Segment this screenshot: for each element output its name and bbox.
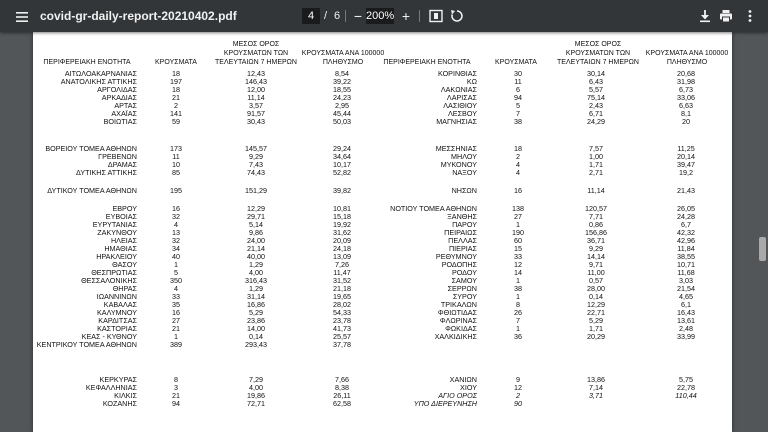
table-row-region: ΠΕΛΛΑΣ: [448, 236, 477, 245]
table-row-cases: 18: [514, 144, 522, 153]
table-row-per100k: 31,52: [333, 276, 351, 285]
table-row-avg7: 30,14: [587, 69, 605, 78]
table-row-region: ΔΡΑΜΑΣ: [107, 160, 137, 169]
table-row-region: ΘΗΡΑΣ: [112, 284, 137, 293]
table-row-cases: 14: [514, 268, 522, 277]
table-row-region: ΚΑΛΥΜΝΟΥ: [97, 308, 137, 317]
table-row-per100k: 42,32: [677, 228, 695, 237]
table-row-cases: 36: [514, 332, 522, 341]
table-row-region: ΛΑΡΙΣΑΣ: [446, 93, 477, 102]
table-row-per100k: 21,54: [677, 284, 695, 293]
table-row-per100k: 26,11: [333, 391, 351, 400]
table-row-avg7: 29,71: [247, 212, 265, 221]
table-row-region: ΜΥΚΟΝΟΥ: [440, 160, 477, 169]
table-row-region: ΡΕΘΥΜΝΟΥ: [435, 252, 477, 261]
table-row-avg7: 91,57: [247, 109, 265, 118]
table-row-cases: 138: [512, 204, 524, 213]
table-row-avg7: 7,29: [249, 375, 263, 384]
table-row-avg7: 36,71: [587, 236, 605, 245]
table-row-cases: 12: [514, 383, 522, 392]
table-row-cases: 2: [516, 152, 520, 161]
table-row-per100k: 24,23: [333, 93, 351, 102]
table-row-cases: 6: [516, 85, 520, 94]
table-row-region: ΧΑΛΚΙΔΙΚΗΣ: [434, 332, 477, 341]
table-row-region: ΚΕΦΑΛΛΗΝΙΑΣ: [85, 383, 137, 392]
table-row-cases: 21: [172, 391, 180, 400]
table-row-avg7: 24,00: [247, 236, 265, 245]
table-row-avg7: 12,29: [247, 204, 265, 213]
table-row-avg7: 5,57: [589, 85, 603, 94]
table-row-cases: 190: [512, 228, 524, 237]
header-avg-left-3: ΤΕΛΕΥΤΑΙΩΝ 7 ΗΜΕΡΩΝ: [215, 59, 297, 66]
table-row-region: ΣΑΜΟΥ: [451, 276, 477, 285]
table-row-per100k: 5,75: [679, 375, 693, 384]
table-row-region: ΛΑΣΙΘΙΟΥ: [443, 101, 477, 110]
toolbar-divider: [419, 10, 420, 22]
table-row-cases: 197: [170, 77, 182, 86]
table-row-region: ΗΡΑΚΛΕΙΟΥ: [96, 252, 137, 261]
table-row-region: ΛΑΚΩΝΙΑΣ: [440, 85, 477, 94]
table-row-avg7: 1,29: [249, 260, 263, 269]
table-row-per100k: 8,54: [335, 69, 349, 78]
table-row-per100k: 19,65: [333, 292, 351, 301]
table-row-region: ΧΑΝΙΩΝ: [449, 375, 477, 384]
table-row-region: ΔΥΤΙΚΟΥ ΤΟΜΕΑ ΑΘΗΝΩΝ: [47, 186, 137, 195]
table-row-avg7: 12,29: [587, 300, 605, 309]
table-row-per100k: 54,33: [333, 308, 351, 317]
download-icon[interactable]: [697, 8, 713, 24]
table-row-region: ΕΒΡΟΥ: [112, 204, 137, 213]
table-row-per100k: 6,63: [679, 101, 693, 110]
table-row-avg7: 6,71: [589, 109, 603, 118]
table-row-cases: 40: [172, 252, 180, 261]
pdf-page: [33, 32, 732, 432]
table-row-avg7: 11,14: [587, 186, 605, 195]
table-row-per100k: 20: [682, 117, 690, 126]
table-row-avg7: 0,57: [589, 276, 603, 285]
table-row-per100k: 41,73: [333, 324, 351, 333]
table-row-cases: 33: [172, 292, 180, 301]
table-row-avg7: 13,86: [587, 375, 605, 384]
rotate-icon[interactable]: [449, 8, 465, 24]
more-options-icon[interactable]: [742, 8, 758, 24]
table-row-per100k: 31,98: [677, 77, 695, 86]
table-row-avg7: 156,86: [585, 228, 607, 237]
table-row-avg7: 9,29: [249, 152, 263, 161]
table-row-region: ΘΕΣΠΡΩΤΙΑΣ: [91, 268, 137, 277]
table-row-cases: 13: [172, 228, 180, 237]
table-row-per100k: 26,05: [677, 204, 695, 213]
table-row-region: ΚΑΣΤΟΡΙΑΣ: [97, 324, 137, 333]
table-row-cases: 141: [170, 109, 182, 118]
table-row-avg7: 3,71: [589, 391, 603, 400]
table-row-per100k: 7,66: [335, 375, 349, 384]
table-row-per100k: 6,7: [681, 220, 691, 229]
table-row-avg7: 9,71: [589, 260, 603, 269]
table-row-avg7: 7,14: [589, 383, 603, 392]
table-row-per100k: 11,47: [333, 268, 351, 277]
table-row-avg7: 20,29: [587, 332, 605, 341]
table-row-cases: 2: [174, 101, 178, 110]
table-row-region: ΣΥΡΟΥ: [452, 292, 477, 301]
table-row-region: ΝΟΤΙΟΥ ΤΟΜΕΑ ΑΘΗΝΩΝ: [390, 204, 477, 213]
table-row-region: ΕΥΒΟΙΑΣ: [105, 212, 137, 221]
table-row-avg7: 74,43: [247, 168, 265, 177]
table-row-per100k: 50,03: [333, 117, 351, 126]
header-avg-left-1: ΜΕΣΟΣ ΟΡΟΣ: [232, 41, 280, 48]
table-row-cases: 18: [172, 85, 180, 94]
table-row-per100k: 6,1: [681, 300, 691, 309]
table-row-region: ΜΗΛΟΥ: [451, 152, 477, 161]
table-row-region: ΗΛΕΙΑΣ: [110, 236, 137, 245]
header-cases-left: ΚΡΟΥΣΜΑΤΑ: [155, 59, 197, 66]
table-row-region: ΝΗΣΩΝ: [451, 186, 477, 195]
table-row-per100k: 13,09: [333, 252, 351, 261]
table-row-per100k: 24,28: [677, 212, 695, 221]
table-row-per100k: 45,44: [333, 109, 351, 118]
table-row-cases: 16: [514, 186, 522, 195]
table-row-cases: 21: [172, 324, 180, 333]
table-row-avg7: 0,14: [589, 292, 603, 301]
toolbar-divider: [345, 10, 346, 22]
table-row-per100k: 11,68: [677, 268, 695, 277]
table-row-cases: 8: [174, 375, 178, 384]
table-row-cases: 90: [514, 399, 522, 408]
table-row-region: ΚΕΝΤΡΙΚΟΥ ΤΟΜΕΑ ΑΘΗΝΩΝ: [36, 340, 137, 349]
table-row-region: ΔΥΤΙΚΗΣ ΑΤΤΙΚΗΣ: [76, 168, 137, 177]
table-row-per100k: 19,92: [333, 220, 351, 229]
table-row-avg7: 7,71: [589, 212, 603, 221]
table-row-region: ΦΩΚΙΔΑΣ: [445, 324, 477, 333]
table-row-region: ΝΑΞΟΥ: [452, 168, 477, 177]
table-row-per100k: 33,06: [677, 93, 695, 102]
table-row-region: ΞΑΝΘΗΣ: [447, 212, 477, 221]
table-row-avg7: 11,14: [247, 93, 265, 102]
table-row-avg7: 31,14: [247, 292, 265, 301]
table-row-per100k: 20,09: [333, 236, 351, 245]
table-row-region: ΑΡΚΑΔΙΑΣ: [101, 93, 137, 102]
table-row-cases: 38: [514, 284, 522, 293]
table-row-avg7: 19,86: [247, 391, 265, 400]
table-row-cases: 8: [516, 300, 520, 309]
table-row-region: ΒΟΙΩΤΙΑΣ: [103, 117, 137, 126]
table-row-per100k: 42,96: [677, 236, 695, 245]
table-row-cases: 94: [514, 93, 522, 102]
table-row-per100k: 6,73: [679, 85, 693, 94]
table-row-per100k: 62,58: [333, 399, 351, 408]
table-row-cases: 5: [174, 268, 178, 277]
table-row-avg7: 2,43: [589, 101, 603, 110]
menu-icon[interactable]: [14, 9, 30, 25]
table-row-avg7: 2,71: [589, 168, 603, 177]
table-row-region: ΛΕΣΒΟΥ: [448, 109, 477, 118]
table-row-region: ΤΡΙΚΑΛΩΝ: [440, 300, 477, 309]
table-row-avg7: 7,57: [589, 144, 603, 153]
table-row-cases: 32: [172, 212, 180, 221]
table-row-avg7: 293,43: [245, 340, 267, 349]
table-row-avg7: 21,14: [247, 244, 265, 253]
table-row-per100k: 23,78: [333, 316, 351, 325]
table-row-region: ΦΛΩΡΙΝΑΣ: [439, 316, 477, 325]
pdf-toolbar: [0, 0, 768, 32]
table-row-per100k: 110,44: [675, 391, 697, 400]
table-row-avg7: 24,29: [587, 117, 605, 126]
table-row-avg7: 1,00: [589, 152, 603, 161]
table-row-avg7: 151,29: [245, 186, 267, 195]
table-row-region: ΚΕΡΚΥΡΑΣ: [99, 375, 137, 384]
table-row-per100k: 28,02: [333, 300, 351, 309]
table-row-cases: 60: [514, 236, 522, 245]
table-row-per100k: 11,25: [677, 144, 695, 153]
table-row-region: ΠΕΙΡΑΙΩΣ: [444, 228, 477, 237]
table-row-avg7: 5,14: [249, 220, 263, 229]
table-row-cases: 350: [170, 276, 182, 285]
table-row-region: ΦΘΙΩΤΙΔΑΣ: [437, 308, 477, 317]
table-row-avg7: 28,00: [587, 284, 605, 293]
table-row-avg7: 16,86: [247, 300, 265, 309]
table-row-cases: 38: [514, 117, 522, 126]
table-row-per100k: 52,82: [333, 168, 351, 177]
table-row-region: ΜΕΣΣΗΝΙΑΣ: [435, 144, 477, 153]
table-row-avg7: 146,43: [245, 77, 267, 86]
table-row-cases: 1: [516, 324, 520, 333]
table-row-region: ΓΡΕΒΕΝΩΝ: [98, 152, 137, 161]
table-row-per100k: 8,38: [335, 383, 349, 392]
table-row-cases: 1: [516, 292, 520, 301]
table-row-avg7: 3,57: [249, 101, 263, 110]
header-per100k-left-1: ΚΡΟΥΣΜΑΤΑ ΑΝΑ 100000: [301, 50, 385, 57]
table-row-cases: 4: [174, 284, 178, 293]
table-row-avg7: 12,00: [247, 85, 265, 94]
table-row-avg7: 6,43: [589, 77, 603, 86]
table-row-cases: 1: [174, 260, 178, 269]
table-row-cases: 10: [172, 160, 180, 169]
table-row-per100k: 4,65: [679, 292, 693, 301]
table-row-cases: 1: [516, 220, 520, 229]
header-avg-right-1: ΜΕΣΟΣ ΟΡΟΣ: [574, 41, 622, 48]
table-row-avg7: 23,86: [247, 316, 265, 325]
table-row-cases: 21: [172, 93, 180, 102]
table-row-per100k: 21,43: [677, 186, 695, 195]
table-row-region: ΚΕΑΣ - ΚΥΘΝΟΥ: [81, 332, 137, 341]
table-row-per100k: 10,71: [677, 260, 695, 269]
page-total: 6: [334, 10, 341, 22]
table-row-region: ΚΟΖΑΝΗΣ: [102, 399, 137, 408]
table-row-region: ΕΥΡΥΤΑΝΙΑΣ: [92, 220, 137, 229]
table-row-cases: 18: [172, 69, 180, 78]
table-row-cases: 59: [172, 117, 180, 126]
table-row-per100k: 20,14: [677, 152, 695, 161]
table-row-region: ΚΟΡΙΝΘΙΑΣ: [438, 69, 477, 78]
table-row-per100k: 8,1: [681, 109, 691, 118]
fit-to-page-icon[interactable]: [428, 8, 444, 24]
table-row-cases: 27: [172, 316, 180, 325]
table-row-cases: 35: [172, 300, 180, 309]
header-region-right: ΠΕΡΙΦΕΡΕΙΑΚΗ ΕΝΟΤΗΤΑ: [383, 59, 471, 66]
table-row-per100k: 19,2: [679, 168, 693, 177]
header-cases-right: ΚΡΟΥΣΜΑΤΑ: [495, 59, 537, 66]
table-row-cases: 27: [514, 212, 522, 221]
table-row-region: ΒΟΡΕΙΟΥ ΤΟΜΕΑ ΑΘΗΝΩΝ: [45, 144, 137, 153]
table-row-cases: 11: [514, 77, 522, 86]
table-row-region: ΘΕΣΣΑΛΟΝΙΚΗΣ: [81, 276, 137, 285]
table-row-per100k: 16,43: [677, 308, 695, 317]
header-avg-right-2: ΚΡΟΥΣΜΑΤΩΝ ΤΩΝ: [565, 50, 631, 57]
table-row-avg7: 0,14: [249, 332, 263, 341]
table-row-region: ΑΧΑΪΑΣ: [111, 109, 137, 118]
header-avg-left-2: ΚΡΟΥΣΜΑΤΩΝ ΤΩΝ: [223, 50, 289, 57]
table-row-per100k: 31,62: [333, 228, 351, 237]
table-row-avg7: 1,71: [589, 324, 603, 333]
table-row-avg7: 4,00: [249, 383, 263, 392]
table-row-cases: 85: [172, 168, 180, 177]
scrollbar-thumb[interactable]: [759, 237, 766, 261]
table-row-cases: 16: [172, 204, 180, 213]
table-row-cases: 9: [516, 375, 520, 384]
table-row-avg7: 316,43: [245, 276, 267, 285]
table-row-avg7: 5,29: [589, 316, 603, 325]
table-row-avg7: 22,71: [587, 308, 605, 317]
table-row-per100k: 38,55: [677, 252, 695, 261]
header-per100k-left-2: ΠΛΗΘΥΣΜΟ: [322, 59, 364, 66]
table-row-region: ΘΑΣΟΥ: [112, 260, 137, 269]
table-row-avg7: 1,71: [589, 160, 603, 169]
table-row-avg7: 0,86: [589, 220, 603, 229]
table-row-avg7: 75,14: [587, 93, 605, 102]
table-row-cases: 1: [516, 276, 520, 285]
table-row-per100k: 15,18: [333, 212, 351, 221]
table-row-avg7: 145,57: [245, 144, 267, 153]
table-row-per100k: 33,99: [677, 332, 695, 341]
header-avg-right-3: ΤΕΛΕΥΤΑΙΩΝ 7 ΗΜΕΡΩΝ: [557, 59, 639, 66]
table-row-cases: 5: [516, 101, 520, 110]
table-row-region: ΑΝΑΤΟΛΙΚΗΣ ΑΤΤΙΚΗΣ: [60, 77, 137, 86]
table-row-cases: 1: [174, 332, 178, 341]
table-row-region: ΚΙΛΚΙΣ: [114, 391, 137, 400]
table-row-per100k: 10,17: [333, 160, 351, 169]
table-row-region: ΚΑΡΔΙΤΣΑΣ: [98, 316, 137, 325]
table-row-region: ΡΟΔΟΥ: [451, 268, 477, 277]
table-row-avg7: 14,00: [247, 324, 265, 333]
table-row-avg7: 1,29: [249, 284, 263, 293]
table-row-region: ΑΓΙΟ ΟΡΟΣ: [438, 391, 477, 400]
page-separator: /: [324, 10, 328, 22]
table-row-cases: 33: [514, 252, 522, 261]
table-row-avg7: 30,43: [247, 117, 265, 126]
table-row-region: ΗΜΑΘΙΑΣ: [104, 244, 137, 253]
scrollbar[interactable]: [757, 32, 768, 432]
table-row-avg7: 120,57: [585, 204, 607, 213]
table-row-cases: 15: [514, 244, 522, 253]
table-row-avg7: 14,14: [587, 252, 605, 261]
table-row-region: ΧΙΟΥ: [460, 383, 477, 392]
table-row-avg7: 7,43: [249, 160, 263, 169]
table-row-cases: 32: [172, 236, 180, 245]
table-row-per100k: 39,22: [333, 77, 351, 86]
table-row-region: ΑΙΤΩΛΟΑΚΑΡΝΑΝΙΑΣ: [64, 69, 137, 78]
zoom-out-button[interactable]: −: [353, 8, 363, 24]
table-row-avg7: 4,00: [249, 268, 263, 277]
table-row-cases: 4: [516, 160, 520, 169]
table-row-per100k: 20,68: [677, 69, 695, 78]
table-row-per100k: 34,64: [333, 152, 351, 161]
table-row-avg7: 9,86: [249, 228, 263, 237]
table-row-cases: 12: [514, 260, 522, 269]
table-row-cases: 2: [516, 391, 520, 400]
table-row-region: ΑΡΓΟΛΙΔΑΣ: [97, 85, 137, 94]
table-row-avg7: 12,43: [247, 69, 265, 78]
document-title: covid-gr-daily-report-20210402.pdf: [40, 9, 237, 23]
table-row-cases: 4: [174, 220, 178, 229]
table-row-cases: 34: [172, 244, 180, 253]
table-row-per100k: 2,48: [679, 324, 693, 333]
table-row-per100k: 22,78: [677, 383, 695, 392]
table-row-per100k: 7,26: [335, 260, 349, 269]
table-row-per100k: 39,82: [333, 186, 351, 195]
table-row-region: ΜΑΓΝΗΣΙΑΣ: [436, 117, 477, 126]
table-row-region: ΚΑΒΑΛΑΣ: [103, 300, 137, 309]
table-row-avg7: 9,29: [589, 244, 603, 253]
table-row-per100k: 3,03: [679, 276, 693, 285]
zoom-level-input[interactable]: 200%: [366, 10, 395, 22]
table-row-per100k: 37,78: [333, 340, 351, 349]
page-number-input[interactable]: 4: [302, 8, 320, 24]
header-per100k-right-2: ΠΛΗΘΥΣΜΟ: [666, 59, 708, 66]
header-region-left: ΠΕΡΙΦΕΡΕΙΑΚΗ ΕΝΟΤΗΤΑ: [43, 59, 131, 66]
table-row-avg7: 40,00: [247, 252, 265, 261]
table-row-region: ΡΟΔΟΠΗΣ: [441, 260, 477, 269]
table-row-cases: 7: [516, 109, 520, 118]
table-row-per100k: 29,24: [333, 144, 351, 153]
table-row-region: ΠΑΡΟΥ: [452, 220, 477, 229]
table-row-region: ΖΑΚΥΝΘΟΥ: [97, 228, 137, 237]
table-row-cases: 94: [172, 399, 180, 408]
table-row-region: ΑΡΤΑΣ: [114, 101, 137, 110]
table-row-cases: 4: [516, 168, 520, 177]
table-row-cases: 30: [514, 69, 522, 78]
table-row-cases: 7: [516, 316, 520, 325]
table-row-per100k: 13,61: [677, 316, 695, 325]
table-row-avg7: 11,00: [587, 268, 605, 277]
table-row-cases: 11: [172, 152, 180, 161]
table-row-per100k: 24,18: [333, 244, 351, 253]
print-icon[interactable]: [718, 8, 734, 24]
table-row-per100k: 21,18: [333, 284, 351, 293]
table-row-per100k: 39,47: [677, 160, 695, 169]
table-row-region: ΣΕΡΡΩΝ: [447, 284, 477, 293]
table-row-region: ΚΩ: [466, 77, 477, 86]
table-row-region: ΠΙΕΡΙΑΣ: [448, 244, 477, 253]
table-row-region: ΥΠΟ ΔΙΕΡΕΥΝΗΣΗ: [413, 399, 477, 408]
table-row-region: ΙΩΑΝΝΙΝΩΝ: [96, 292, 137, 301]
table-row-cases: 26: [514, 308, 522, 317]
table-row-per100k: 25,57: [333, 332, 351, 341]
header-per100k-right-1: ΚΡΟΥΣΜΑΤΑ ΑΝΑ 100000: [645, 50, 729, 57]
table-row-cases: 16: [172, 308, 180, 317]
table-row-cases: 195: [170, 186, 182, 195]
table-row-cases: 3: [174, 383, 178, 392]
table-row-per100k: 18,55: [333, 85, 351, 94]
table-row-per100k: 11,84: [677, 244, 695, 253]
zoom-in-button[interactable]: +: [401, 8, 411, 24]
table-row-per100k: 2,95: [335, 101, 349, 110]
table-row-avg7: 72,71: [247, 399, 265, 408]
table-row-avg7: 5,29: [249, 308, 263, 317]
table-row-cases: 173: [170, 144, 182, 153]
table-row-per100k: 10,81: [333, 204, 351, 213]
table-row-cases: 389: [170, 340, 182, 349]
